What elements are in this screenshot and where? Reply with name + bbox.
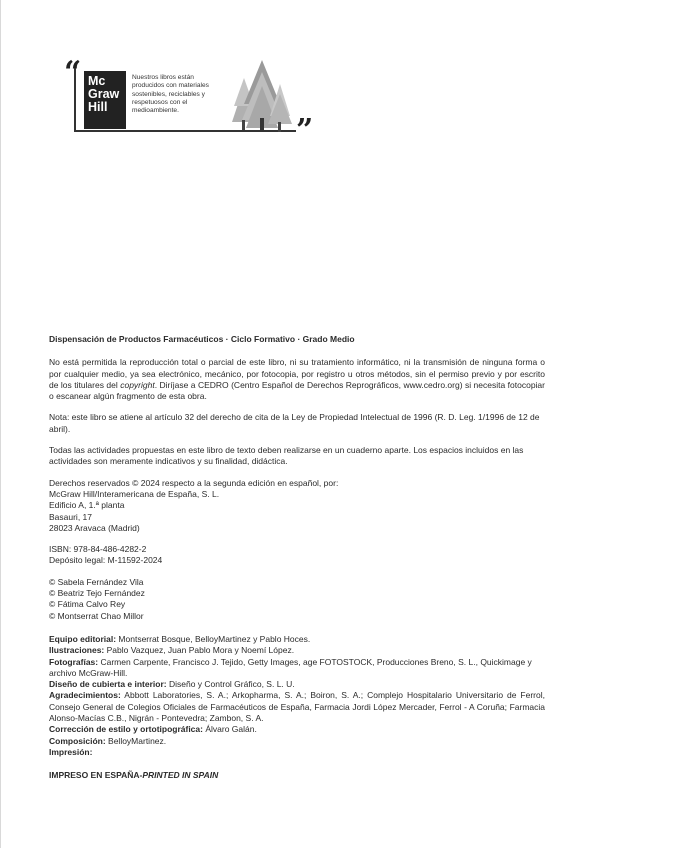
credit-composition: Composición: BelloyMartinez.	[49, 735, 167, 746]
isbn: ISBN: 978-84-486-4282-2	[49, 544, 147, 555]
credit-correction: Corrección de estilo y ortotipográfica: Álvaro Galán.	[49, 724, 257, 735]
publisher-logo	[84, 71, 126, 129]
logo-line: Graw	[88, 87, 120, 101]
credit-printing: Impresión:	[49, 746, 93, 757]
legal-note: Nota: este libro se atiene al artículo 32 del derecho de cita de la Ley de Propiedad Intelectual de 1996 (R. D. Leg. 1/1996 de 12 de abril).	[49, 412, 540, 434]
copyright-word: copyright	[120, 379, 155, 390]
rights-line: 28023 Aravaca (Madrid)	[49, 522, 140, 533]
credit-illustrations: Ilustraciones: Pablo Vazquez, Juan Pablo Mora y Noemí López.	[49, 645, 295, 656]
legal-notice-end: . Diríjase a CEDRO (Centro Español de Derechos Reprográficos, www.cedro.org) si necesita fotocopiar o escanear algún fragmento de esta obra.	[49, 379, 545, 402]
logo-line: Hill	[88, 100, 108, 114]
isbn-block	[49, 544, 545, 567]
author: © Montserrat Chao Millor	[49, 610, 144, 621]
rights-line: Edificio A, 1.ª planta	[49, 500, 125, 511]
authors-list	[49, 577, 545, 622]
activities-note: Todas las actividades propuestas en este libro de texto deben realizarse en un cuaderno aparte. Los espacios incluidos en las actividades son meramente indicativos y su finalidad, didáctica.	[49, 445, 524, 467]
legal-notice	[49, 357, 545, 402]
book-title: Dispensación de Productos Farmacéuticos · Ciclo Formativo · Grado Medio	[49, 334, 355, 344]
trees-icon	[230, 58, 294, 136]
publisher-eco-badge	[62, 55, 322, 148]
copyright-content	[49, 334, 545, 782]
legal-deposit: Depósito legal: M-11592-2024	[49, 555, 163, 566]
credit-editorial: Equipo editorial: Montserrat Bosque, BelloyMartinez y Pablo Hoces.	[49, 633, 311, 644]
credit-design: Diseño de cubierta e interior: Diseño y Control Gráfico, S. L. U.	[49, 679, 295, 690]
rights-block	[49, 478, 545, 534]
author: © Fátima Calvo Rey	[49, 599, 126, 610]
legal-notice-text: No está permitida la reproducción total o parcial de este libro, ni su tratamiento informático, ni la transmisión de ninguna forma o por cualquier medio, ya sea electrónico, mecánico, por fotocopia, por registro u otros métodos, sin el permiso previo y por escrito de los titulares del	[49, 357, 545, 390]
printed-in-spain: IMPRESO EN ESPAÑA-PRINTED IN SPAIN	[49, 770, 219, 781]
logo-line: Mc	[88, 74, 106, 88]
rights-line: McGraw Hill/Interamericana de España, S. L.	[49, 488, 220, 499]
credits-block	[49, 634, 545, 758]
author: © Beatriz Tejo Fernández	[49, 588, 145, 599]
open-quote-icon: “	[64, 55, 82, 90]
close-quote-icon: ”	[296, 113, 314, 148]
credit-thanks: Agradecimientos: Abbott Laboratories, S. A.; Arkopharma, S. A.; Boiron, S. A.; Complejo Hospitalario Universitario de Ferrol, Consejo General de Colegios Oficiales de Farmacéuticos de España, Farmacia Jordi López Mercader, Ferrol - A Coruña; Farmacia Alonso-Macías C.B., Nigrán - Pontevedra; Zambon, S. A.	[49, 690, 545, 724]
page-edge	[0, 0, 1, 848]
eco-statement: Nuestros libros están producidos con materiales sostenibles, reciclables y respetuosos con el medioambiente.	[132, 74, 209, 115]
credit-photos: Fotografías: Carmen Carpente, Francisco J. Tejido, Getty Images, age FOTOSTOCK, Producciones Breno, S. L., Quickimage y archivo McGraw-Hill.	[49, 656, 532, 678]
rights-line: Derechos reservados © 2024 respecto a la segunda edición en español, por:	[49, 477, 339, 488]
author: © Sabela Fernández Vila	[49, 576, 144, 587]
rights-line: Basauri, 17	[49, 511, 92, 522]
